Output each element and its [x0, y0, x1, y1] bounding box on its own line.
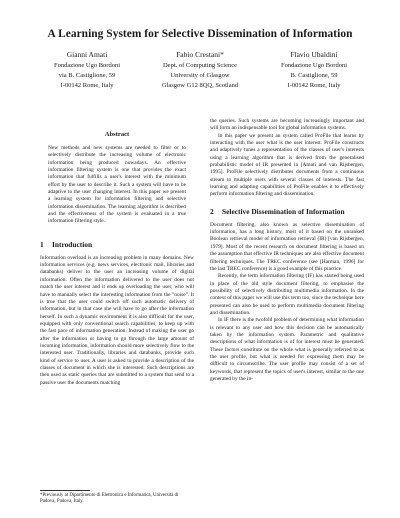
section-number: 1 [40, 239, 44, 249]
author-affiliation-line: Dept. of Computing Science [162, 61, 237, 69]
author-affiliation-line: I-00142 Rome, Italy [287, 82, 341, 89]
section-heading [210, 207, 364, 216]
abstract-heading: Abstract [104, 131, 130, 138]
author-name: Gianni Amati [66, 50, 108, 59]
section-title: Selective Dissemination of Information [222, 206, 345, 216]
author-name: Fabio Crestani* [176, 50, 224, 59]
author-block [40, 50, 362, 110]
left-column [40, 130, 194, 486]
author-affiliation-line: I-00142 Rome, Italy [60, 82, 114, 89]
author-ubaldini [266, 50, 362, 91]
footnote-rule [40, 490, 90, 491]
author-name: Flavio Ubaldini [290, 50, 338, 59]
body-paragraph: Recently, the term information filtering (IF) has started being used in place of the old style document filtering, to emphasise the possibility of selectively distributing multimedia information. In the context of this paper we will use this term too, since the technique here presented can also be used to perform multimedia document filtering and dissemination. [210, 273, 364, 316]
body-paragraph: In this paper we present an system called ProFile that learns by interacting with the user what is the user interest. ProFile constructs and adaptively tunes a representation of the classes of user's interests using a learning algorithm that is derived from the generalised probabilistic model of IR presented in [Amati and van Rijsbergen, 1995]. ProFile selectively distributes documents from a continuous stream to multiple users with several classes of interests. The fast learning and adapting capabilities of ProFile enables it to effectively perform information filtering and dissemination. [210, 132, 364, 198]
author-affiliation-line: Fondazione Ugo Bordoni [280, 61, 348, 69]
section-number: 2 [210, 206, 214, 216]
author-affiliation-line: University of Glasgow [170, 71, 230, 79]
author-affiliation-line: Fondazione Ugo Bordoni [53, 61, 121, 69]
author-crestani [142, 50, 258, 91]
paper-title: A Learning System for Selective Dissemination of Information [47, 28, 353, 40]
body-paragraph: In IF there is the twofold problem of determining what information is relevant to any user and how this decision can be automatically taken by the information system. Parametric and qualitative descriptions of what information is of for interest must be generated. These factors constitute on the whole what is generally referred to as the user profile, but what is needed for expressing them may be difficult to circumscribe. The user profile may consist of a set of keywords, that represent the topics of user's interest, similar to the one generated by the in- [210, 317, 364, 382]
footnote: *Previously at Dipartimento di Elettronica e Informatica, Università di Padova, Padova, Italy. [40, 493, 179, 505]
body-paragraph: Document filtering, also known as selective dissemination of information, has a long history, most of it based on the unranked Boolean retrieval model of information retrieval (IR) [van Rijsbergen, 1979]. Most of the recent research on document filtering is based on the assumption that effective IR techniques are also effective document filtering techniques. The TREC conference (see [Harman, 1996] for the last TREC conference) is a good example of this practice. [210, 221, 364, 272]
author-affiliation-line: B. Castiglione, 59 [290, 71, 338, 79]
author-affiliation-line: via B. Castiglione, 59 [58, 71, 116, 79]
author-affiliation-line: Glasgow G12 8QQ, Scotland [161, 82, 239, 89]
section-title: Introduction [52, 239, 93, 249]
body-paragraph: Information overload is an increasing problem in many domains. New information services (e.g. news services, electronic mail, libraries and databanks) deliver to the user an increasing volume of digital information. Often the information delivered to the user does not match the user interest and it ends up overloading the user, who will have to manually select the interesting information from the "noise". It is true that the user could switch off such automatic delivery of information, but in that case she will have to go after the information herself. In such a dynamic environment it is also difficult for the user, equipped with only conventional search capabilities, to keep up with the fast pace of information generation. Instead of making the user go after the information or having to go through the large amount of incoming information, information should more selectively flow to the interested user. Traditionally, libraries and databanks, provide such kind of service to user. A user is asked to provide a description of the classes of document in which she is interested. Such descriptions are then used as static queries that are submitted to a system that send to a passive user the documents matching [40, 254, 194, 386]
author-amati [40, 50, 134, 91]
right-column [210, 118, 364, 486]
body-paragraph: the queries. Such systems are becoming increasingly important and will form an indispensable tool for global information systems. [210, 118, 364, 132]
section-heading [40, 240, 194, 249]
abstract-text: New methods and new systems are needed to filter or to selectively distribute the increasing volume of electronic information being produced nowadays. An effective information filtering system is one that provides the exact information that fulfills a user's interest with the minimum effort by the user to describe it. Such a system will have to be adaptive to the user changing interest. In this paper we present a learning system for information filtering and selective information dissemination. The learning algorithm is described and the effectiveness of the system is evaluated in a true information filtering style. [48, 145, 186, 225]
